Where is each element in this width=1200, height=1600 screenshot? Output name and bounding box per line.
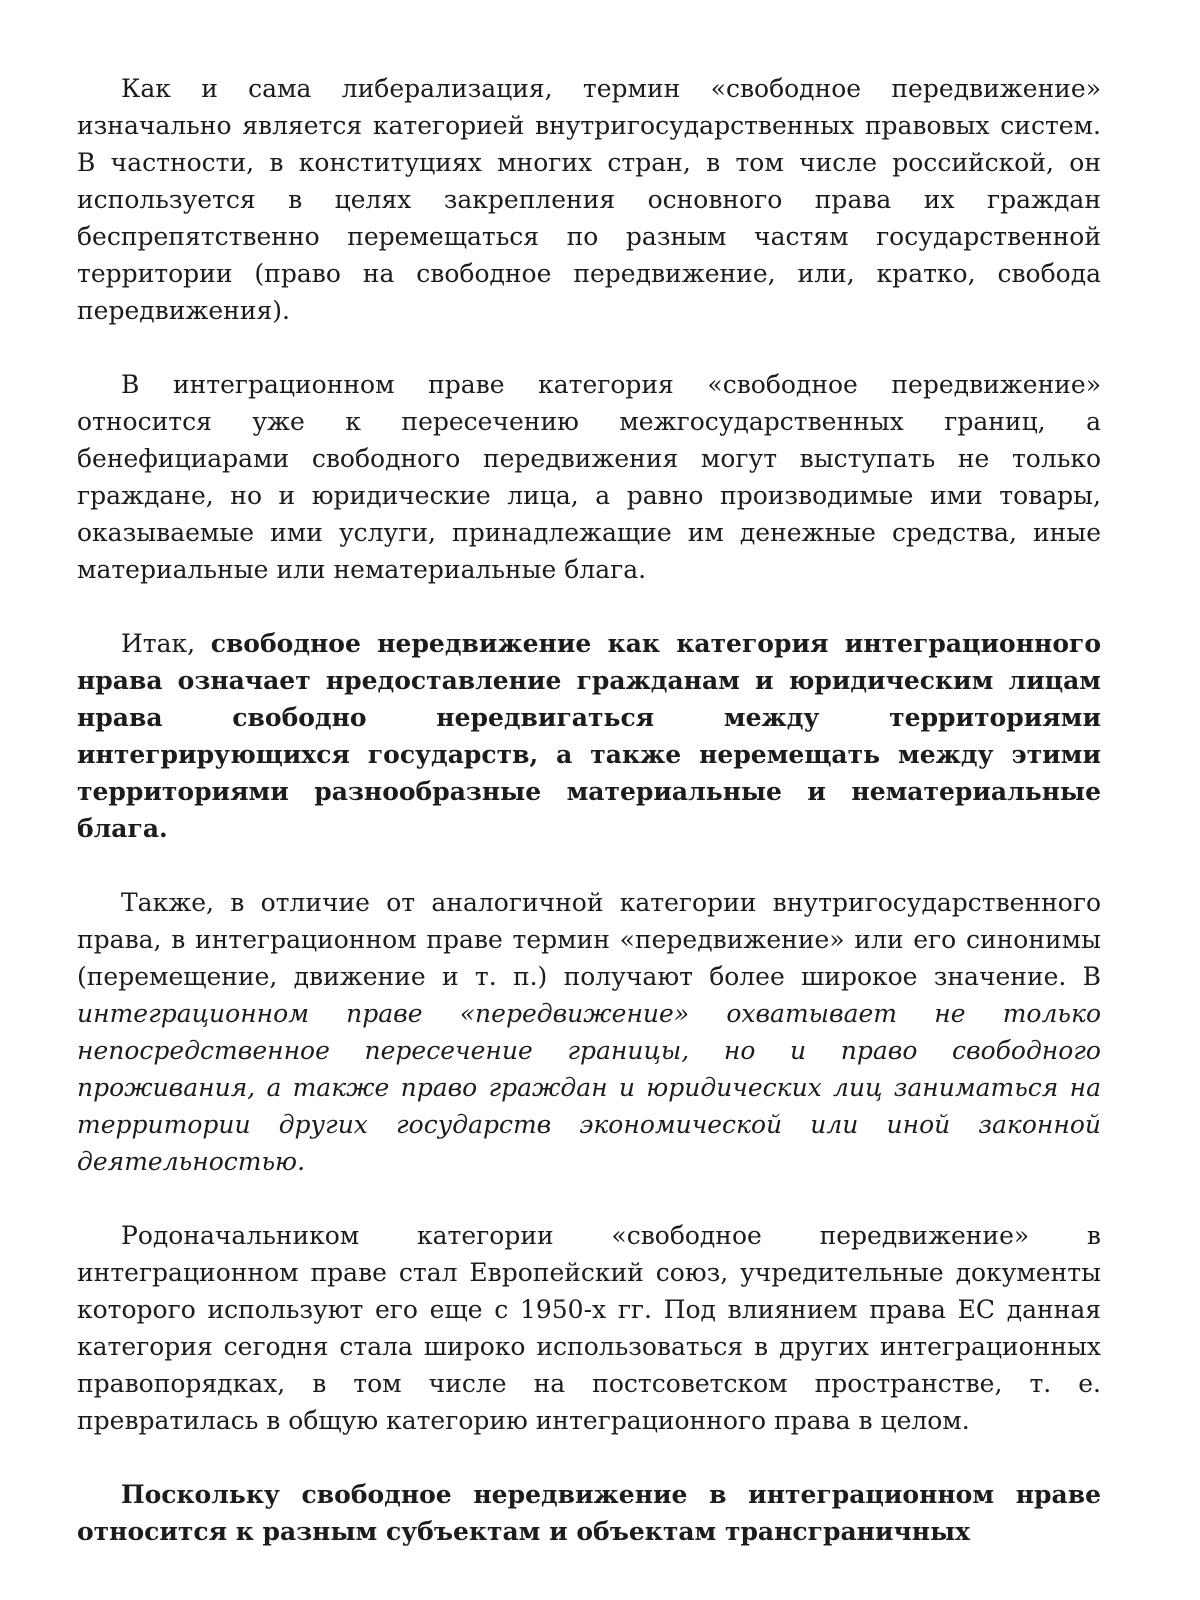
paragraph-4 [77,884,1101,1180]
paragraph-3-bold-definition: свободное нередвижение как категория интеграционного нрава означает нредоставление гражданам и юридическим лицам нрава свободно нередвигаться между территориями интегрирующихся государств, а также неремещать между этими территориями разнообразные материальные и нематериальные блага. [77,629,1101,843]
paragraph-6-bold-text: Поскольку свободное нередвижение в интеграционном нраве относится к разным субъектам и объектам трансграничных [77,1480,1101,1546]
document-page [77,70,1101,1550]
paragraph-3 [77,625,1101,847]
paragraph-2-text: В интеграционном праве категория «свободное передвижение» относится уже к пересечению межгосударственных границ, а бенефициарами свободного передвижения могут выступать не только граждане, но и юридические лица, а равно производимые ими товары, оказываемые ими услуги, принадлежащие им денежные средства, иные материальные или нематериальные блага. [77,370,1101,584]
paragraph-4-lead: Также, в отличие от аналогичной категории внутригосударственного права, в интеграционном праве термин «передвижение» или его синонимы (перемещение, движение и т. п.) получают более широкое значение. В [77,888,1101,991]
paragraph-1 [77,70,1101,329]
paragraph-3-lead: Итак, [121,629,211,658]
paragraph-2 [77,366,1101,588]
paragraph-4-italic-text: интеграционном праве «передвижение» охватывает не только непосредственное пересечение границы, но и право свободного проживания, а также право граждан и юридических лиц заниматься на территории других государств экономической или иной законной деятельностью. [77,999,1101,1176]
paragraph-5 [77,1217,1101,1439]
paragraph-1-text: Как и сама либерализация, термин «свободное передвижение» изначально является категорией внутригосударственных правовых систем. В частности, в конституциях многих стран, в том числе российской, он используется в целях закрепления основного права их граждан беспрепятственно перемещаться по разным частям государственной территории (право на свободное передвижение, или, кратко, свобода передвижения). [77,74,1101,325]
paragraph-6 [77,1476,1101,1550]
paragraph-5-text: Родоначальником категории «свободное передвижение» в интеграционном праве стал Европейский союз, учредительные документы которого используют его еще с 1950-х гг. Под влиянием права ЕС данная категория сегодня стала широко использоваться в других интеграционных правопорядках, в том числе на постсоветском пространстве, т. е. превратилась в общую категорию интеграционного права в целом. [77,1221,1101,1435]
